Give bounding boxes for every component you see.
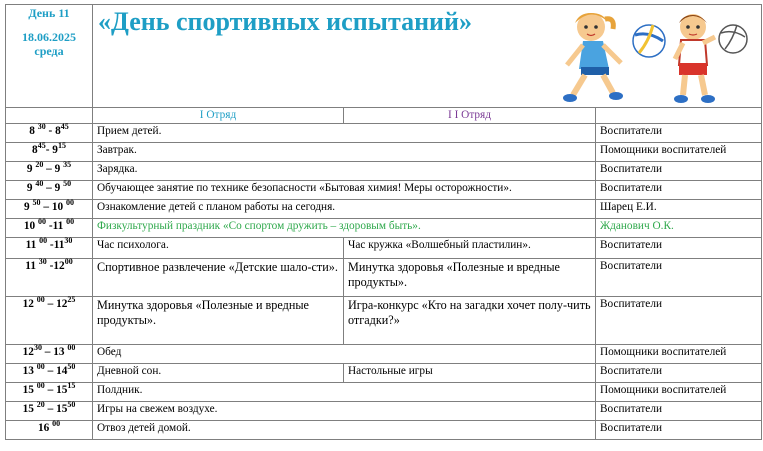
responsible-cell: Воспитатели [596, 364, 762, 383]
activity-cell: Ознакомление детей с планом работы на сегодня. [93, 200, 596, 219]
activity-squad2-cell: Минутка здоровья «Полезные и вредные продукты». [344, 259, 596, 297]
responsible-cell-highlight: Жданович О.К. [596, 219, 762, 238]
time-cell: 8 $^{30} - 8^{45}$ [6, 124, 93, 143]
table-row [6, 181, 762, 200]
time-cell: 9 $^{20}$ – 9 $^{35}$ [6, 162, 93, 181]
activity-squad2-cell: Настольные игры [344, 364, 596, 383]
time-cell: $8^{45}-$ $9^{15}$ [6, 143, 93, 162]
blank-responsible-header [596, 108, 762, 124]
title-cell [93, 5, 762, 108]
table-row [6, 383, 762, 402]
responsible-cell: Помощники воспитателей [596, 143, 762, 162]
responsible-cell: Воспитатели [596, 181, 762, 200]
activity-squad2-cell: Игра-конкурс «Кто на загадки хочет полу-чить отгадки?» [344, 297, 596, 345]
girl-figure [563, 13, 623, 102]
table-row [6, 238, 762, 259]
day-header-cell [6, 5, 93, 108]
table-row [6, 143, 762, 162]
volleyball-kids-illustration [553, 7, 763, 107]
activity-cell: Прием детей. [93, 124, 596, 143]
responsible-cell: Воспитатели [596, 421, 762, 440]
squad-2-header: I I Отряд [344, 108, 596, 124]
activity-squad1-cell: Дневной сон. [93, 364, 344, 383]
page-title: «День спортивных испытаний» [98, 7, 473, 36]
table-row [6, 364, 762, 383]
activity-squad1-cell: Час психолога. [93, 238, 344, 259]
schedule-table [5, 4, 762, 440]
time-cell: 9 $^{50}$ – 10 $^{00}$ [6, 200, 93, 219]
responsible-cell: Воспитатели [596, 259, 762, 297]
activity-cell: Обед [93, 345, 596, 364]
responsible-cell: Воспитатели [596, 402, 762, 421]
time-cell: 12 $^{00} - 12^{25}$ [6, 297, 93, 345]
responsible-cell: Помощники воспитателей [596, 345, 762, 364]
activity-cell: Зарядка. [93, 162, 596, 181]
time-cell: 11 $^{00}$ $-11^{30}$ [6, 238, 93, 259]
activity-cell: Завтрак. [93, 143, 596, 162]
activity-cell: Отвоз детей домой. [93, 421, 596, 440]
volleyball-1 [633, 25, 665, 57]
table-row [6, 219, 762, 238]
table-row [6, 402, 762, 421]
schedule-sheet [5, 4, 761, 447]
responsible-cell: Воспитатели [596, 297, 762, 345]
table-row [6, 162, 762, 181]
weekday-label: среда [34, 44, 64, 58]
date-label: 18.06.2025 [22, 30, 76, 44]
squad-1-header: I Отряд [93, 108, 344, 124]
responsible-cell: Воспитатели [596, 238, 762, 259]
time-cell: 13 $^{00} - 14^{50}$ [6, 364, 93, 383]
responsible-cell: Шарец Е.И. [596, 200, 762, 219]
time-cell: 11 $^{30}$ $-12^{00}$ [6, 259, 93, 297]
responsible-cell: Воспитатели [596, 124, 762, 143]
activity-cell: Полдник. [93, 383, 596, 402]
table-row [6, 200, 762, 219]
table-row [6, 345, 762, 364]
time-cell: 10 $^{00}$ -11 $^{00}$ [6, 219, 93, 238]
table-row [6, 297, 762, 345]
volleyball-2 [719, 25, 747, 53]
activity-cell: Игры на свежем воздухе. [93, 402, 596, 421]
activity-squad2-cell: Час кружка «Волшебный пластилин». [344, 238, 596, 259]
boy-figure [674, 14, 715, 103]
activity-cell: Обучающее занятие по технике безопасности «Бытовая химия! Меры осторожности». [93, 181, 596, 200]
blank-squad-cell [6, 108, 93, 124]
table-row [6, 259, 762, 297]
activity-squad1-cell: Минутка здоровья «Полезные и вредные продукты». [93, 297, 344, 345]
time-cell: $12^{30} - 13$ $^{00}$ [6, 345, 93, 364]
time-cell: 16 $^{00}$ [6, 421, 93, 440]
time-cell: 15 $^{20} - 15^{50}$ [6, 402, 93, 421]
day-label: День 11 [28, 6, 70, 20]
responsible-cell: Помощники воспитателей [596, 383, 762, 402]
activity-cell-highlight: Физкультурный праздник «Со спортом дружить – здоровым быть». [93, 219, 596, 238]
responsible-cell: Воспитатели [596, 162, 762, 181]
time-cell: 15 $^{00} - 15^{15}$ [6, 383, 93, 402]
table-row [6, 124, 762, 143]
table-row [6, 421, 762, 440]
activity-squad1-cell: Спортивное развлечение «Детские шало-сти». [93, 259, 344, 297]
time-cell: 9 $^{40}$ – 9 $^{50}$ [6, 181, 93, 200]
